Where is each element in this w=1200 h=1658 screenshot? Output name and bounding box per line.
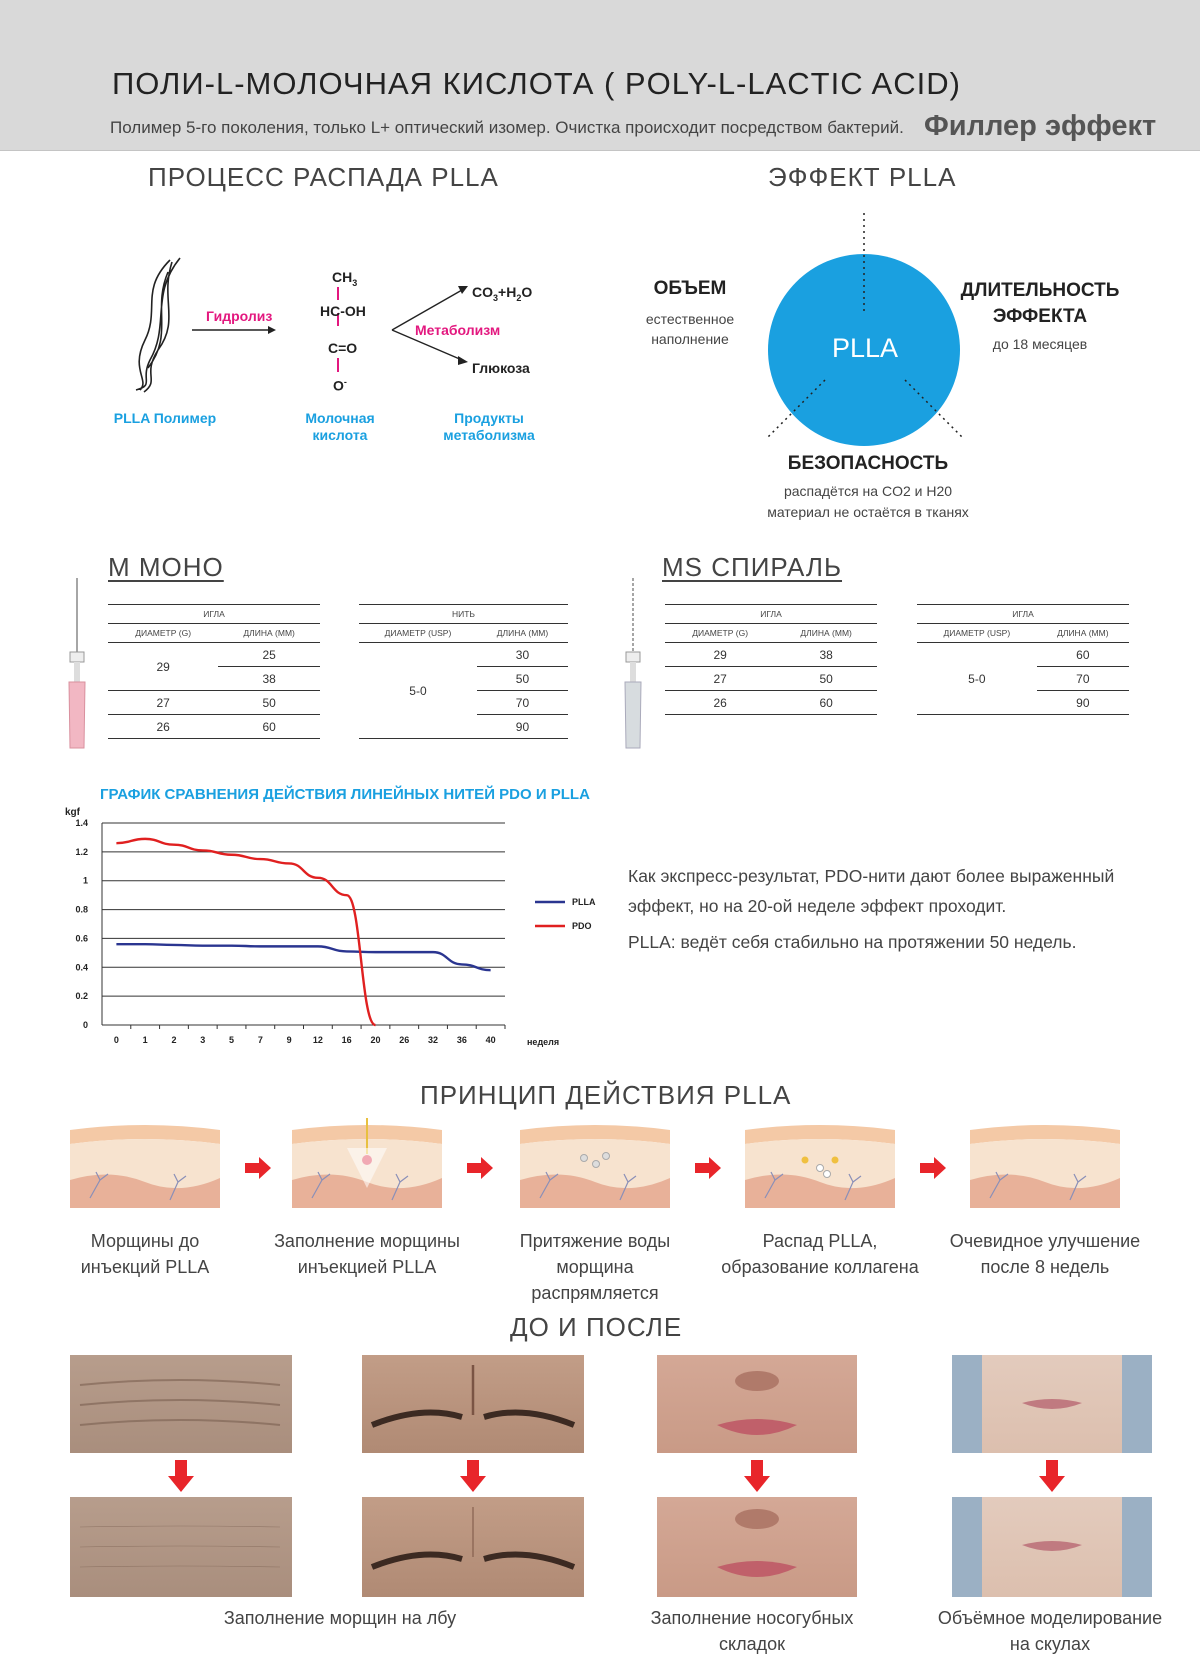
caption-forehead: Заполнение морщин на лбу [223, 1608, 457, 1628]
label-lactic-acid: Молочная кислота [305, 410, 375, 443]
spiral-thread-l-2: 90 [1037, 691, 1129, 715]
down-arrow-icon [744, 1460, 770, 1492]
mono-needle-d-2: 27 [108, 691, 218, 715]
legend-label-plla: PLLA [572, 897, 596, 907]
chart-note-line-3: PLLA: ведёт себя стабильно на протяжении 50 недель. [628, 932, 1077, 952]
hydrolysis-label: Гидролиз [206, 308, 273, 324]
mono-thread-col1: ДИАМЕТР (USP) [359, 624, 477, 643]
mono-thread-l-3: 90 [477, 715, 568, 739]
product-co2-h2o: $CO_3+H_2O$ [472, 284, 533, 303]
safety-text-2: материал не остаётся в тканях [767, 504, 969, 520]
mono-needle-l-0: 25 [218, 643, 320, 667]
step-label-3: Притяжение воды морщина распрямляется [519, 1231, 671, 1303]
spiral-needle-table [665, 604, 877, 715]
photo-chin-before [952, 1355, 1152, 1453]
chart-y-tick: 0.8 [75, 904, 88, 915]
mono-thread-l-2: 70 [477, 691, 568, 715]
caption-nasolabial: Заполнение носогубных складок [650, 1608, 854, 1654]
metabolism-label: Метаболизм [415, 322, 501, 338]
chart-note-line-1: Как экспресс-результат, PDO-нити дают более выраженный [628, 866, 1115, 886]
spiral-needle-d-0: 29 [665, 643, 775, 667]
mono-needle-col1: ДИАМЕТР (G) [108, 624, 218, 643]
mono-needle-l-3: 60 [218, 715, 320, 739]
step-label-5: Очевидное улучшение после 8 недель [949, 1231, 1141, 1277]
mono-needle-d-3: 26 [108, 715, 218, 739]
down-arrow-icon [1039, 1460, 1065, 1492]
photo-lips-before [657, 1355, 857, 1453]
spiral-thread-diameter: 5-0 [917, 643, 1037, 715]
step-label-4: Распад PLLA, образование коллагена [721, 1231, 919, 1277]
chart-y-tick: 1.4 [75, 818, 88, 828]
skin-illustration-step-4 [745, 1118, 895, 1208]
safety-text-1: распадётся на CO2 и H20 [783, 483, 953, 499]
mono-needle-table [108, 604, 320, 739]
chart-y-tick: 1 [82, 875, 88, 886]
chart-x-tick: 1 [142, 1035, 148, 1045]
step-arrow-icon [467, 1157, 493, 1179]
duration-heading: ДЛИТЕЛЬНОСТЬ ЭФФЕКТА [960, 280, 1120, 327]
chart-x-tick: 0 [113, 1035, 119, 1045]
photo-forehead-before [70, 1355, 292, 1453]
caption-cheekbones: Объёмное моделирование на скулах [937, 1608, 1163, 1654]
spiral-title: MS СПИРАЛЬ [662, 552, 843, 582]
volume-text: естественное наполнение [645, 311, 735, 347]
chart-series-line-plla [116, 944, 490, 970]
chart-x-tick: 32 [428, 1035, 439, 1045]
mono-thread-col2: ДЛИНА (ММ) [477, 624, 568, 643]
spiral-needle-caption: ИГЛА [665, 605, 877, 624]
chart-x-tick: 2 [171, 1035, 177, 1045]
volume-heading: ОБЪЕМ [653, 278, 727, 299]
chart-y-tick: 0.4 [75, 962, 88, 973]
legend-label-pdo: PDO [572, 921, 592, 931]
filler-effect-tag: Филлер эффект [924, 110, 1157, 142]
page-subtitle: Полимер 5-го поколения, только L+ оптический изомер. Очистка происходит посредством бактерий. [110, 118, 904, 137]
chart-x-tick: 5 [229, 1035, 235, 1045]
mono-needle-l-1: 38 [218, 667, 320, 691]
down-arrow-icon [460, 1460, 486, 1492]
chart-x-tick: 20 [370, 1035, 381, 1045]
chart-x-tick: 9 [286, 1035, 292, 1045]
mono-thread-table [359, 604, 568, 739]
chart-x-label: неделя [527, 1037, 560, 1047]
skin-illustration-step-5 [970, 1118, 1120, 1208]
spiral-needle-d-1: 27 [665, 667, 775, 691]
page-title: ПОЛИ-L-МОЛОЧНАЯ КИСЛОТА ( POLY-L-LACTIC ACID) [112, 66, 961, 101]
step-label-1: Морщины до инъекций PLLA [80, 1231, 210, 1277]
formula-hcoh: HC-OH [320, 303, 366, 319]
spiral-thread-l-1: 70 [1037, 667, 1129, 691]
spiral-thread-l-0: 60 [1037, 643, 1129, 667]
mono-title: M МОНО [108, 552, 224, 582]
chart-y-tick: 0 [82, 1020, 88, 1030]
mono-thread-l-1: 50 [477, 667, 568, 691]
spiral-thread-caption: ИГЛА [917, 605, 1129, 624]
photo-brow-after [362, 1497, 584, 1597]
chart-y-tick: 1.2 [75, 846, 88, 857]
spiral-thread-col2: ДЛИНА (ММ) [1037, 624, 1129, 643]
spiral-needle-icon [620, 578, 646, 750]
spiral-needle-l-1: 50 [775, 667, 877, 691]
mono-needle-icon [64, 578, 90, 750]
mono-needle-l-2: 50 [218, 691, 320, 715]
chart-y-label: kgf [65, 807, 80, 818]
chart-x-tick: 26 [399, 1035, 410, 1045]
safety-heading: БЕЗОПАСНОСТЬ [787, 453, 949, 474]
chart-note-line-2: эффект, но на 20-ой неделе эффект проходит. [628, 896, 1007, 916]
chart-y-tick: 0.2 [75, 991, 88, 1002]
mono-thread-caption: НИТЬ [359, 605, 568, 624]
plla-circle-label: PLLA [831, 333, 899, 363]
photo-forehead-after [70, 1497, 292, 1597]
effect-section-title: ЭФФЕКТ PLLA [768, 162, 957, 192]
chart-y-tick: 0.6 [75, 933, 88, 944]
mono-needle-caption: ИГЛА [108, 605, 320, 624]
spiral-thread-col1: ДИАМЕТР (USP) [917, 624, 1037, 643]
mono-thread-l-0: 30 [477, 643, 568, 667]
duration-text: до 18 месяцев [992, 336, 1088, 352]
chart-x-tick: 12 [312, 1035, 323, 1045]
mono-needle-d-0: 29 [108, 643, 218, 691]
chart-x-tick: 7 [257, 1035, 263, 1045]
step-arrow-icon [920, 1157, 946, 1179]
polymer-chain-icon [136, 258, 180, 392]
spiral-thread-table [917, 604, 1129, 715]
formula-co: C=O [328, 340, 358, 356]
before-after-section-title: ДО И ПОСЛЕ [510, 1312, 683, 1342]
chart-x-tick: 16 [341, 1035, 352, 1045]
spiral-needle-l-0: 38 [775, 643, 877, 667]
spiral-needle-col2: ДЛИНА (ММ) [775, 624, 877, 643]
comparison-chart [50, 785, 630, 1055]
photo-brow-before [362, 1355, 584, 1453]
principle-section-title: ПРИНЦИП ДЕЙСТВИЯ PLLA [420, 1080, 792, 1110]
skin-illustration-step-2 [292, 1118, 442, 1208]
photo-chin-after [952, 1497, 1152, 1597]
spiral-needle-l-2: 60 [775, 691, 877, 715]
label-metabolism-products: Продукты метаболизма [443, 410, 535, 443]
decay-section-title: ПРОЦЕСС РАСПАДА PLLA [148, 162, 499, 192]
formula-o: O- [333, 377, 347, 394]
step-label-2: Заполнение морщины инъекцией PLLA [274, 1231, 460, 1277]
chart-x-tick: 40 [485, 1035, 496, 1045]
chart-title: ГРАФИК СРАВНЕНИЯ ДЕЙСТВИЯ ЛИНЕЙНЫХ НИТЕЙ PDO И PLLA [100, 786, 590, 803]
down-arrow-icon [168, 1460, 194, 1492]
spiral-needle-d-2: 26 [665, 691, 775, 715]
photo-lips-after [657, 1497, 857, 1597]
mono-thread-diameter: 5-0 [359, 643, 477, 739]
product-glucose: Глюкоза [472, 360, 530, 376]
step-arrow-icon [245, 1157, 271, 1179]
spiral-needle-col1: ДИАМЕТР (G) [665, 624, 775, 643]
chart-x-tick: 36 [456, 1035, 467, 1045]
skin-illustration-step-1 [70, 1118, 220, 1208]
label-plla-polymer: PLLA Полимер [113, 410, 217, 426]
chart-x-tick: 3 [200, 1035, 206, 1045]
step-arrow-icon [695, 1157, 721, 1179]
mono-needle-col2: ДЛИНА (ММ) [218, 624, 320, 643]
skin-illustration-step-3 [520, 1118, 670, 1208]
chart-series-line-pdo [116, 839, 375, 1025]
formula-ch3: $CH_3$ [332, 269, 358, 288]
